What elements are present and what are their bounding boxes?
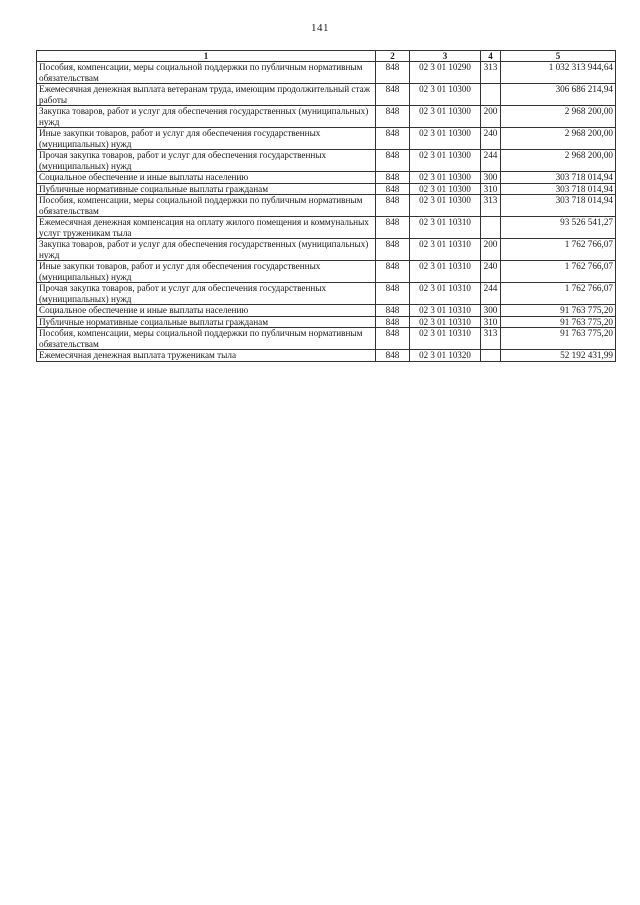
cell-target-article: 02 3 01 10300 — [410, 195, 481, 217]
cell-expense-type: 300 — [481, 172, 501, 184]
cell-target-article: 02 3 01 10310 — [410, 283, 481, 305]
table-body — [37, 62, 616, 362]
table-row — [37, 316, 616, 328]
table-row — [37, 328, 616, 350]
cell-amount: 91 763 775,20 — [501, 328, 616, 350]
cell-target-article: 02 3 01 10300 — [410, 128, 481, 150]
cell-target-article: 02 3 01 10310 — [410, 328, 481, 350]
cell-target-article: 02 3 01 10310 — [410, 261, 481, 283]
table-header — [37, 51, 616, 62]
cell-target-article: 02 3 01 10290 — [410, 62, 481, 84]
cell-admin-code: 848 — [376, 84, 410, 106]
cell-expense-type: 244 — [481, 150, 501, 172]
cell-name: Пособия, компенсации, меры социальной поддержки по публичным нормативным обязательствам — [37, 62, 376, 84]
cell-expense-type: 313 — [481, 195, 501, 217]
table-row — [37, 62, 616, 84]
cell-name: Пособия, компенсации, меры социальной поддержки по публичным нормативным обязательствам — [37, 328, 376, 350]
cell-name: Публичные нормативные социальные выплаты гражданам — [37, 316, 376, 328]
cell-admin-code: 848 — [376, 316, 410, 328]
cell-amount: 1 762 766,07 — [501, 261, 616, 283]
cell-target-article: 02 3 01 10300 — [410, 172, 481, 184]
cell-target-article: 02 3 01 10300 — [410, 106, 481, 128]
cell-expense-type: 310 — [481, 183, 501, 195]
cell-admin-code: 848 — [376, 183, 410, 195]
cell-admin-code: 848 — [376, 195, 410, 217]
cell-name: Прочая закупка товаров, работ и услуг для обеспечения государственных (муниципальных) нужд — [37, 283, 376, 305]
table-row — [37, 84, 616, 106]
table-row — [37, 183, 616, 195]
table-row — [37, 261, 616, 283]
cell-admin-code: 848 — [376, 305, 410, 317]
cell-name: Иные закупки товаров, работ и услуг для обеспечения государственных (муниципальных) нужд — [37, 261, 376, 283]
cell-target-article: 02 3 01 10300 — [410, 183, 481, 195]
cell-admin-code: 848 — [376, 128, 410, 150]
cell-target-article: 02 3 01 10310 — [410, 217, 481, 239]
table-row — [37, 172, 616, 184]
cell-expense-type — [481, 217, 501, 239]
cell-admin-code: 848 — [376, 62, 410, 84]
cell-target-article: 02 3 01 10310 — [410, 305, 481, 317]
cell-expense-type: 244 — [481, 283, 501, 305]
cell-name: Ежемесячная денежная выплата ветеранам труда, имеющим продолжительный стаж работы — [37, 84, 376, 106]
cell-name: Прочая закупка товаров, работ и услуг для обеспечения государственных (муниципальных) нужд — [37, 150, 376, 172]
cell-expense-type: 310 — [481, 316, 501, 328]
cell-name: Закупка товаров, работ и услуг для обеспечения государственных (муниципальных) нужд — [37, 239, 376, 261]
cell-expense-type: 313 — [481, 328, 501, 350]
table-row — [37, 305, 616, 317]
cell-admin-code: 848 — [376, 150, 410, 172]
cell-target-article: 02 3 01 10300 — [410, 84, 481, 106]
cell-amount: 52 192 431,99 — [501, 350, 616, 362]
cell-admin-code: 848 — [376, 283, 410, 305]
cell-amount: 2 968 200,00 — [501, 106, 616, 128]
cell-name: Социальное обеспечение и иные выплаты населению — [37, 172, 376, 184]
cell-name: Иные закупки товаров, работ и услуг для обеспечения государственных (муниципальных) нужд — [37, 128, 376, 150]
cell-amount: 1 762 766,07 — [501, 283, 616, 305]
cell-amount: 1 762 766,07 — [501, 239, 616, 261]
cell-expense-type: 240 — [481, 128, 501, 150]
cell-amount: 303 718 014,94 — [501, 183, 616, 195]
cell-target-article: 02 3 01 10300 — [410, 150, 481, 172]
cell-amount: 306 686 214,94 — [501, 84, 616, 106]
table-row — [37, 283, 616, 305]
table-row — [37, 239, 616, 261]
cell-expense-type: 240 — [481, 261, 501, 283]
table-row — [37, 217, 616, 239]
cell-expense-type: 300 — [481, 305, 501, 317]
table-row — [37, 350, 616, 362]
cell-name: Пособия, компенсации, меры социальной поддержки по публичным нормативным обязательствам — [37, 195, 376, 217]
cell-amount: 2 968 200,00 — [501, 128, 616, 150]
cell-admin-code: 848 — [376, 261, 410, 283]
table-row — [37, 195, 616, 217]
cell-admin-code: 848 — [376, 328, 410, 350]
cell-amount: 91 763 775,20 — [501, 316, 616, 328]
cell-admin-code: 848 — [376, 239, 410, 261]
cell-name: Ежемесячная денежная компенсация на оплату жилого помещения и коммунальных услуг труженикам тыла — [37, 217, 376, 239]
cell-name: Публичные нормативные социальные выплаты гражданам — [37, 183, 376, 195]
page-number: 141 — [311, 22, 329, 34]
cell-expense-type: 313 — [481, 62, 501, 84]
cell-name: Закупка товаров, работ и услуг для обеспечения государственных (муниципальных) нужд — [37, 106, 376, 128]
cell-admin-code: 848 — [376, 350, 410, 362]
table-row — [37, 106, 616, 128]
cell-name: Ежемесячная денежная выплата труженикам тыла — [37, 350, 376, 362]
cell-expense-type: 200 — [481, 239, 501, 261]
cell-amount: 91 763 775,20 — [501, 305, 616, 317]
column-header-3: 3 — [410, 51, 481, 62]
cell-admin-code: 848 — [376, 106, 410, 128]
cell-name: Социальное обеспечение и иные выплаты населению — [37, 305, 376, 317]
budget-table — [36, 50, 616, 362]
cell-amount: 2 968 200,00 — [501, 150, 616, 172]
cell-target-article: 02 3 01 10310 — [410, 239, 481, 261]
header-row — [37, 51, 616, 62]
cell-admin-code: 848 — [376, 217, 410, 239]
cell-admin-code: 848 — [376, 172, 410, 184]
cell-target-article: 02 3 01 10320 — [410, 350, 481, 362]
table-row — [37, 150, 616, 172]
cell-amount: 93 526 541,27 — [501, 217, 616, 239]
column-header-5: 5 — [501, 51, 616, 62]
cell-target-article: 02 3 01 10310 — [410, 316, 481, 328]
cell-expense-type — [481, 350, 501, 362]
table-row — [37, 128, 616, 150]
cell-amount: 1 032 313 944,64 — [501, 62, 616, 84]
cell-amount: 303 718 014,94 — [501, 172, 616, 184]
cell-expense-type — [481, 84, 501, 106]
cell-expense-type: 200 — [481, 106, 501, 128]
column-header-4: 4 — [481, 51, 501, 62]
cell-amount: 303 718 014,94 — [501, 195, 616, 217]
column-header-2: 2 — [376, 51, 410, 62]
column-header-1: 1 — [37, 51, 376, 62]
